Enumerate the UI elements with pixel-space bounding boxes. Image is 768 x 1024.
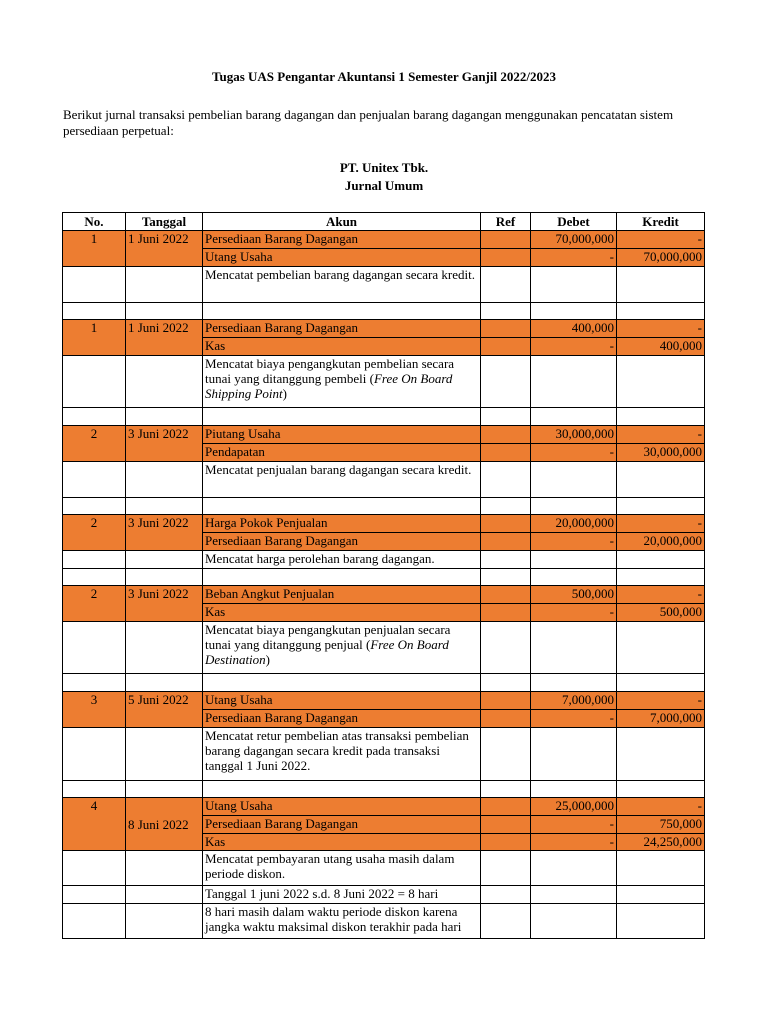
note-row (63, 904, 705, 939)
debit-value: - (531, 338, 617, 356)
header-akun: Akun (203, 213, 481, 231)
entry-date: 3 Juni 2022 (126, 426, 203, 462)
credit-value: 70,000,000 (617, 249, 705, 267)
header-ref: Ref (481, 213, 531, 231)
header-no: No. (63, 213, 126, 231)
journal-table (62, 212, 705, 939)
fob-term: Free On Board Destination (205, 637, 449, 667)
ref-cell (481, 710, 531, 728)
account-name: Kas (203, 604, 481, 622)
credit-value: - (617, 692, 705, 710)
debit-value: - (531, 710, 617, 728)
ref-cell (481, 444, 531, 462)
description-row (63, 356, 705, 408)
account-name: Kas (203, 338, 481, 356)
debit-value: 25,000,000 (531, 798, 617, 816)
blank-row (63, 303, 705, 320)
description-row (63, 551, 705, 569)
debit-value: 500,000 (531, 586, 617, 604)
debit-value: - (531, 834, 617, 851)
ref-cell (481, 816, 531, 834)
account-name: Pendapatan (203, 444, 481, 462)
entry-description: Mencatat biaya pengangkutan penjualan secara tunai yang ditanggung penjual (Free On Board Destination) (203, 622, 481, 674)
entry-note: 8 hari masih dalam waktu periode diskon karena jangka waktu maksimal diskon terakhir pada hari (203, 904, 481, 939)
debit-value: 20,000,000 (531, 515, 617, 533)
entry-description: Mencatat harga perolehan barang dagangan. (203, 551, 481, 569)
ref-cell (481, 515, 531, 533)
credit-value: 7,000,000 (617, 710, 705, 728)
entry-description: Mencatat pembelian barang dagangan secara kredit. (203, 267, 481, 303)
credit-value: 24,250,000 (617, 834, 705, 851)
journal-line (63, 692, 705, 710)
entry-date: 3 Juni 2022 (126, 515, 203, 551)
ref-cell (481, 586, 531, 604)
account-name: Persediaan Barang Dagangan (203, 231, 481, 249)
account-name: Piutang Usaha (203, 426, 481, 444)
intro-paragraph: Berikut jurnal transaksi pembelian barang dagangan dan penjualan barang dagangan menggunakan pencatatan sistem persediaan perpetual: (63, 107, 674, 138)
ref-cell (481, 249, 531, 267)
entry-date: 1 Juni 2022 (126, 231, 203, 267)
account-name: Persediaan Barang Dagangan (203, 533, 481, 551)
entry-no: 2 (63, 586, 126, 622)
credit-value: - (617, 320, 705, 338)
credit-value: - (617, 231, 705, 249)
journal-line (63, 426, 705, 444)
description-row (63, 462, 705, 498)
entry-description: Mencatat pembayaran utang usaha masih dalam periode diskon. (203, 851, 481, 886)
account-name: Utang Usaha (203, 798, 481, 816)
header-debet: Debet (531, 213, 617, 231)
credit-value: - (617, 515, 705, 533)
journal-line (63, 231, 705, 249)
document-title: Tugas UAS Pengantar Akuntansi 1 Semester Ganjil 2022/2023 (212, 69, 556, 84)
entry-note: Tanggal 1 juni 2022 s.d. 8 Juni 2022 = 8 hari (203, 886, 481, 904)
ref-cell (481, 320, 531, 338)
header-kredit: Kredit (617, 213, 705, 231)
credit-value: - (617, 426, 705, 444)
blank-row (63, 674, 705, 692)
entry-no: 3 (63, 692, 126, 728)
account-name: Kas (203, 834, 481, 851)
account-name: Utang Usaha (203, 692, 481, 710)
debit-value: - (531, 533, 617, 551)
debit-value: 30,000,000 (531, 426, 617, 444)
debit-value: - (531, 444, 617, 462)
account-name: Persediaan Barang Dagangan (203, 320, 481, 338)
header-tanggal: Tanggal (126, 213, 203, 231)
debit-value: 7,000,000 (531, 692, 617, 710)
entry-description: Mencatat penjualan barang dagangan secara kredit. (203, 462, 481, 498)
entry-date: 3 Juni 2022 (126, 586, 203, 622)
entry-no: 2 (63, 426, 126, 462)
blank-row (63, 781, 705, 798)
account-name: Persediaan Barang Dagangan (203, 710, 481, 728)
ref-cell (481, 798, 531, 816)
ref-cell (481, 533, 531, 551)
fob-term: Free On Board Shipping Point (205, 371, 453, 401)
blank-row (63, 498, 705, 515)
entry-date: 5 Juni 2022 (126, 692, 203, 728)
debit-value: - (531, 604, 617, 622)
account-name: Persediaan Barang Dagangan (203, 816, 481, 834)
ref-cell (481, 338, 531, 356)
credit-value: 20,000,000 (617, 533, 705, 551)
account-name: Harga Pokok Penjualan (203, 515, 481, 533)
debit-value: - (531, 249, 617, 267)
journal-line (63, 515, 705, 533)
credit-value: - (617, 798, 705, 816)
blank-row (63, 569, 705, 586)
entry-description: Mencatat retur pembelian atas transaksi pembelian barang dagangan secara kredit pada transaksi tanggal 1 Juni 2022. (203, 728, 481, 781)
description-row (63, 267, 705, 303)
account-name: Beban Angkut Penjualan (203, 586, 481, 604)
debit-value: 400,000 (531, 320, 617, 338)
entry-date: 8 Juni 2022 (126, 798, 203, 851)
company-name: PT. Unitex Tbk. (339, 160, 429, 175)
credit-value: 30,000,000 (617, 444, 705, 462)
entry-no: 2 (63, 515, 126, 551)
debit-value: - (531, 816, 617, 834)
entry-description: Mencatat biaya pengangkutan pembelian secara tunai yang ditanggung pembeli (Free On Board Shipping Point) (203, 356, 481, 408)
description-row (63, 622, 705, 674)
ref-cell (481, 426, 531, 444)
journal-line (63, 320, 705, 338)
entry-no: 1 (63, 320, 126, 356)
ref-cell (481, 692, 531, 710)
credit-value: 500,000 (617, 604, 705, 622)
ref-cell (481, 604, 531, 622)
journal-line (63, 798, 705, 816)
credit-value: 750,000 (617, 816, 705, 834)
entry-no: 4 (63, 798, 126, 851)
debit-value: 70,000,000 (531, 231, 617, 249)
description-row (63, 728, 705, 781)
entry-date: 1 Juni 2022 (126, 320, 203, 356)
header-row (63, 213, 705, 231)
credit-value: - (617, 586, 705, 604)
credit-value: 400,000 (617, 338, 705, 356)
blank-row (63, 408, 705, 426)
description-row (63, 851, 705, 886)
ref-cell (481, 834, 531, 851)
journal-title: Jurnal Umum (344, 178, 424, 193)
note-row (63, 886, 705, 904)
ref-cell (481, 231, 531, 249)
journal-line (63, 586, 705, 604)
account-name: Utang Usaha (203, 249, 481, 267)
entry-no: 1 (63, 231, 126, 267)
